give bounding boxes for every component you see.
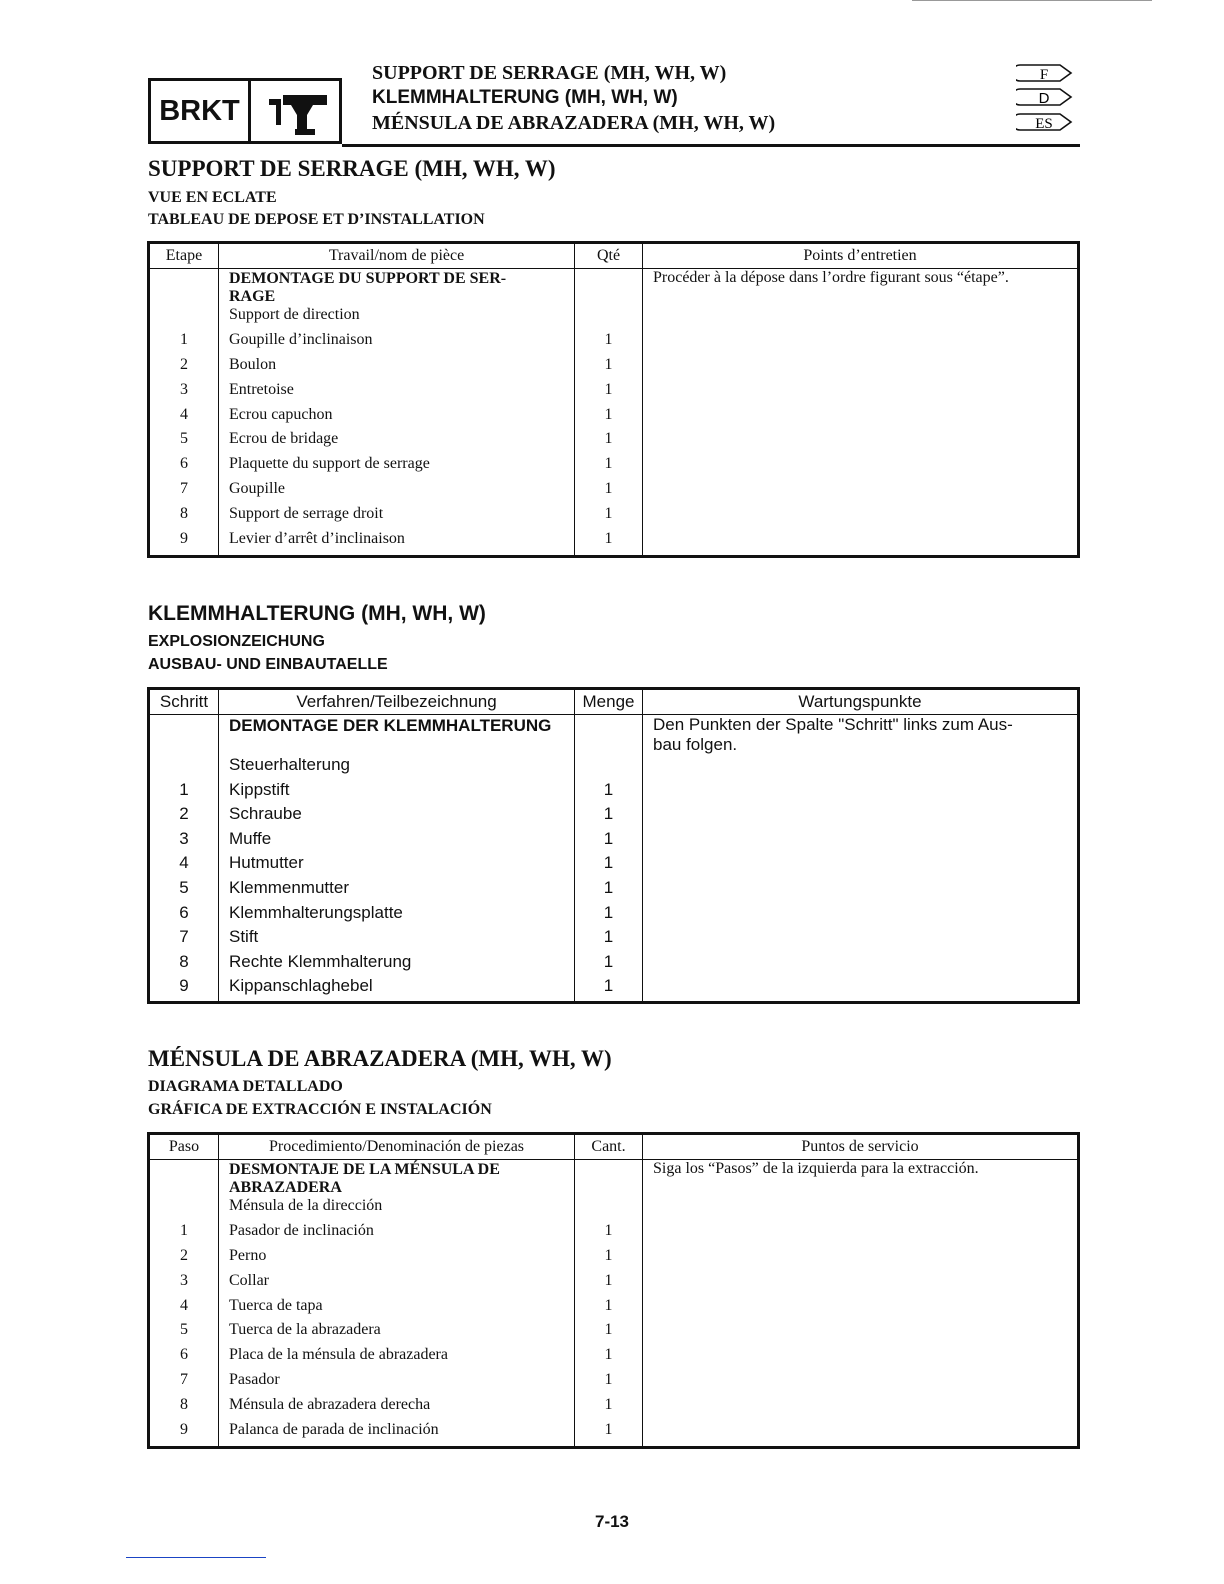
notes-cell — [643, 1197, 1079, 1222]
notes-cell — [643, 780, 1079, 805]
qty-cell: 1 — [575, 952, 643, 977]
notes-cell — [643, 853, 1079, 878]
procedure-heading: DEMONTAGE DU SUPPORT DE SER- RAGE — [219, 269, 575, 307]
table-row — [149, 331, 1079, 356]
language-badge-es — [1016, 111, 1074, 133]
table-row — [149, 1272, 1079, 1297]
table-row — [149, 455, 1079, 480]
notes-cell — [643, 755, 1079, 780]
procedure-heading: DEMONTAGE DER KLEMMHALTERUNG — [219, 715, 575, 756]
column-header: Wartungspunkte — [643, 689, 1079, 715]
part-name-cell: Perno — [219, 1247, 575, 1272]
notes-cell — [643, 331, 1079, 356]
qty-cell: 1 — [575, 853, 643, 878]
language-label-de: D — [1038, 90, 1050, 107]
qty-cell — [575, 1160, 643, 1198]
qty-cell: 1 — [575, 780, 643, 805]
notes-cell — [643, 829, 1079, 854]
qty-cell: 1 — [575, 829, 643, 854]
section-subtitle-de-2: AUSBAU- UND EINBAUTAELLE — [148, 656, 388, 673]
notes-cell — [643, 1247, 1079, 1272]
notes-cell — [643, 406, 1079, 431]
parts-table-de — [147, 687, 1080, 1004]
qty-cell: 1 — [575, 804, 643, 829]
qty-cell: 1 — [575, 331, 643, 356]
step-cell — [149, 1197, 219, 1222]
step-cell — [149, 1160, 219, 1198]
step-cell: 7 — [149, 1371, 219, 1396]
qty-cell: 1 — [575, 530, 643, 556]
table-row — [149, 430, 1079, 455]
column-header: Verfahren/Teilbezeichnung — [219, 689, 575, 715]
part-name-cell: Kippstift — [219, 780, 575, 805]
table-row — [149, 903, 1079, 928]
part-name-cell: Entretoise — [219, 381, 575, 406]
qty-cell: 1 — [575, 878, 643, 903]
table-row — [149, 927, 1079, 952]
table-row — [149, 381, 1079, 406]
step-cell: 1 — [149, 331, 219, 356]
bracket-icon — [255, 85, 337, 139]
table-row — [149, 1297, 1079, 1322]
part-name-cell: Stift — [219, 927, 575, 952]
step-cell — [149, 306, 219, 331]
notes-cell — [643, 381, 1079, 406]
step-cell: 6 — [149, 455, 219, 480]
qty-cell: 1 — [575, 430, 643, 455]
part-name-cell: Klemmhalterungsplatte — [219, 903, 575, 928]
qty-cell — [575, 755, 643, 780]
header-title-es: MÉNSULA DE ABRAZADERA (MH, WH, W) — [372, 112, 776, 134]
part-name-cell: Tuerca de tapa — [219, 1297, 575, 1322]
qty-cell: 1 — [575, 406, 643, 431]
table-row — [149, 780, 1079, 805]
column-header: Schritt — [149, 689, 219, 715]
service-note: Procéder à la dépose dans l’ordre figurant sous “étape”. — [643, 269, 1079, 307]
part-name-cell: Kippanschlaghebel — [219, 976, 575, 1002]
part-name-cell: Placa de la ménsula de abrazadera — [219, 1346, 575, 1371]
service-note: Siga los “Pasos” de la izquierda para la extracción. — [643, 1160, 1079, 1198]
qty-cell: 1 — [575, 381, 643, 406]
qty-cell: 1 — [575, 1247, 643, 1272]
column-header: Procedimiento/Denominación de piezas — [219, 1134, 575, 1160]
sub-item: Support de direction — [219, 306, 575, 331]
table-row — [149, 804, 1079, 829]
notes-cell — [643, 530, 1079, 556]
notes-cell — [643, 878, 1079, 903]
column-header: Menge — [575, 689, 643, 715]
step-cell — [149, 755, 219, 780]
column-header: Points d’entretien — [643, 243, 1079, 269]
qty-cell: 1 — [575, 1396, 643, 1421]
notes-cell — [643, 1346, 1079, 1371]
qty-cell: 1 — [575, 455, 643, 480]
notes-cell — [643, 1272, 1079, 1297]
qty-cell: 1 — [575, 903, 643, 928]
table-row — [149, 1421, 1079, 1447]
notes-cell — [643, 976, 1079, 1002]
section-title-fr: SUPPORT DE SERRAGE (MH, WH, W) — [148, 156, 556, 181]
step-cell: 2 — [149, 1247, 219, 1272]
header-title-de: KLEMMHALTERUNG (MH, WH, W) — [372, 87, 678, 108]
part-name-cell: Ménsula de abrazadera derecha — [219, 1396, 575, 1421]
column-header: Travail/nom de pièce — [219, 243, 575, 269]
step-cell: 9 — [149, 1421, 219, 1447]
table-row — [149, 480, 1079, 505]
part-name-cell: Palanca de parada de inclinación — [219, 1421, 575, 1447]
part-name-cell: Boulon — [219, 356, 575, 381]
qty-cell — [575, 306, 643, 331]
part-name-cell: Hutmutter — [219, 853, 575, 878]
qty-cell: 1 — [575, 1321, 643, 1346]
header-title-fr: SUPPORT DE SERRAGE (MH, WH, W) — [372, 62, 727, 84]
step-cell: 9 — [149, 530, 219, 556]
footer-link-line — [126, 1557, 266, 1558]
section-subtitle-es-1: DIAGRAMA DETALLADO — [148, 1078, 343, 1095]
step-cell: 4 — [149, 406, 219, 431]
qty-cell: 1 — [575, 927, 643, 952]
notes-cell — [643, 1421, 1079, 1447]
notes-cell — [643, 804, 1079, 829]
section-title-es: MÉNSULA DE ABRAZADERA (MH, WH, W) — [148, 1046, 612, 1071]
table-row — [149, 952, 1079, 977]
notes-cell — [643, 505, 1079, 530]
qty-cell: 1 — [575, 1222, 643, 1247]
part-name-cell: Goupille — [219, 480, 575, 505]
table-row — [149, 1247, 1079, 1272]
step-cell: 2 — [149, 804, 219, 829]
page-number: 7-13 — [594, 1512, 630, 1531]
table-row — [149, 1346, 1079, 1371]
notes-cell — [643, 306, 1079, 331]
qty-cell: 1 — [575, 976, 643, 1002]
table-row — [149, 505, 1079, 530]
part-name-cell: Collar — [219, 1272, 575, 1297]
badge-text: BRKT — [151, 81, 251, 141]
notes-cell — [643, 1297, 1079, 1322]
step-cell: 7 — [149, 927, 219, 952]
notes-cell — [643, 927, 1079, 952]
sub-item: Steuerhalterung — [219, 755, 575, 780]
language-label-fr: F — [1039, 67, 1049, 83]
step-cell: 6 — [149, 903, 219, 928]
column-header: Paso — [149, 1134, 219, 1160]
step-cell — [149, 715, 219, 756]
table-row — [149, 406, 1079, 431]
table-row — [149, 1321, 1079, 1346]
column-header: Qté — [575, 243, 643, 269]
qty-cell: 1 — [575, 505, 643, 530]
qty-cell — [575, 1197, 643, 1222]
part-name-cell: Muffe — [219, 829, 575, 854]
qty-cell: 1 — [575, 1421, 643, 1447]
step-cell: 4 — [149, 853, 219, 878]
language-label-es: ES — [1035, 116, 1053, 132]
step-cell: 3 — [149, 381, 219, 406]
step-cell: 3 — [149, 1272, 219, 1297]
qty-cell — [575, 715, 643, 756]
language-badge-fr — [1016, 62, 1074, 84]
section-title-de: KLEMMHALTERUNG (MH, WH, W) — [148, 602, 486, 625]
step-cell: 2 — [149, 356, 219, 381]
notes-cell — [643, 430, 1079, 455]
notes-cell — [643, 1396, 1079, 1421]
service-note: Den Punkten der Spalte "Schritt" links zum Aus- bau folgen. — [643, 715, 1079, 756]
part-name-cell: Goupille d’inclinaison — [219, 331, 575, 356]
table-row — [149, 878, 1079, 903]
step-cell — [149, 269, 219, 307]
table-row — [149, 530, 1079, 556]
table-row — [149, 976, 1079, 1002]
step-cell: 7 — [149, 480, 219, 505]
notes-cell — [643, 1321, 1079, 1346]
step-cell: 1 — [149, 780, 219, 805]
parts-table-fr — [147, 241, 1080, 558]
part-name-cell: Rechte Klemmhalterung — [219, 952, 575, 977]
notes-cell — [643, 480, 1079, 505]
step-cell: 1 — [149, 1222, 219, 1247]
qty-cell: 1 — [575, 1297, 643, 1322]
qty-cell: 1 — [575, 1346, 643, 1371]
column-header: Cant. — [575, 1134, 643, 1160]
language-badge-de — [1016, 86, 1074, 108]
section-badge — [148, 78, 342, 144]
section-subtitle-es-2: GRÁFICA DE EXTRACCIÓN E INSTALACIÓN — [148, 1101, 492, 1118]
table-row — [149, 1371, 1079, 1396]
step-cell: 9 — [149, 976, 219, 1002]
step-cell: 6 — [149, 1346, 219, 1371]
qty-cell: 1 — [575, 356, 643, 381]
section-subtitle-fr-1: VUE EN ECLATE — [148, 189, 277, 206]
qty-cell: 1 — [575, 1371, 643, 1396]
notes-cell — [643, 1371, 1079, 1396]
part-name-cell: Plaquette du support de serrage — [219, 455, 575, 480]
notes-cell — [643, 903, 1079, 928]
procedure-heading: DESMONTAJE DE LA MÉNSULA DE ABRAZADERA — [219, 1160, 575, 1198]
step-cell: 5 — [149, 1321, 219, 1346]
part-name-cell: Levier d’arrêt d’inclinaison — [219, 530, 575, 556]
notes-cell — [643, 1222, 1079, 1247]
part-name-cell: Tuerca de la abrazadera — [219, 1321, 575, 1346]
column-header: Etape — [149, 243, 219, 269]
qty-cell — [575, 269, 643, 307]
table-row — [149, 1396, 1079, 1421]
part-name-cell: Ecrou capuchon — [219, 406, 575, 431]
table-row — [149, 853, 1079, 878]
top-rule — [912, 0, 1152, 1]
part-name-cell: Klemmenmutter — [219, 878, 575, 903]
part-name-cell: Pasador — [219, 1371, 575, 1396]
step-cell: 4 — [149, 1297, 219, 1322]
step-cell: 5 — [149, 878, 219, 903]
part-name-cell: Schraube — [219, 804, 575, 829]
part-name-cell: Ecrou de bridage — [219, 430, 575, 455]
section-subtitle-de-1: EXPLOSIONZEICHUNG — [148, 633, 325, 650]
notes-cell — [643, 455, 1079, 480]
step-cell: 8 — [149, 952, 219, 977]
step-cell: 8 — [149, 505, 219, 530]
notes-cell — [643, 952, 1079, 977]
table-row — [149, 1222, 1079, 1247]
column-header: Puntos de servicio — [643, 1134, 1079, 1160]
notes-cell — [643, 356, 1079, 381]
table-row — [149, 356, 1079, 381]
qty-cell: 1 — [575, 480, 643, 505]
step-cell: 5 — [149, 430, 219, 455]
header-rule — [342, 144, 1080, 147]
part-name-cell: Support de serrage droit — [219, 505, 575, 530]
step-cell: 8 — [149, 1396, 219, 1421]
step-cell: 3 — [149, 829, 219, 854]
parts-table-es — [147, 1132, 1080, 1449]
part-name-cell: Pasador de inclinación — [219, 1222, 575, 1247]
section-subtitle-fr-2: TABLEAU DE DEPOSE ET D’INSTALLATION — [148, 211, 485, 228]
table-row — [149, 829, 1079, 854]
sub-item: Ménsula de la dirección — [219, 1197, 575, 1222]
qty-cell: 1 — [575, 1272, 643, 1297]
